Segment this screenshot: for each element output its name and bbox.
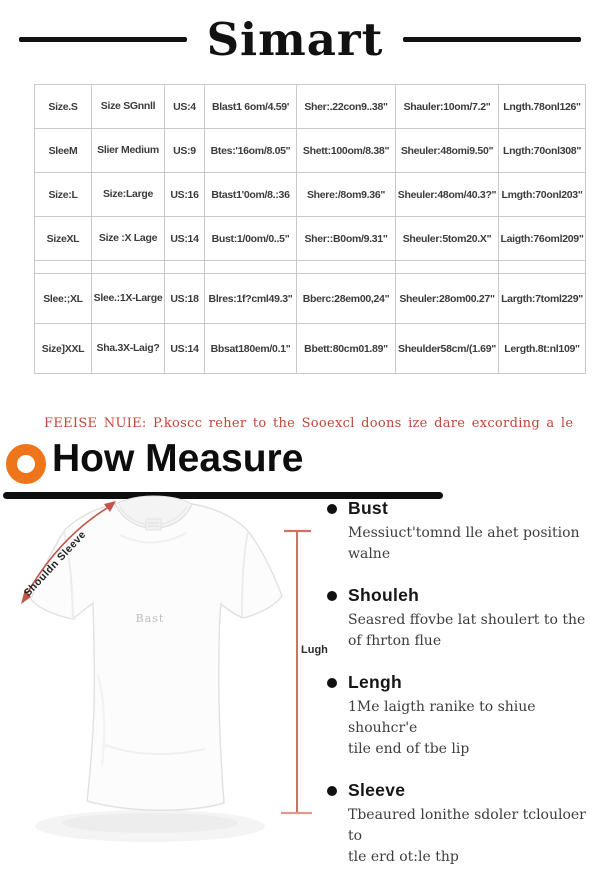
measure-section bbox=[327, 498, 593, 565]
table-cell: Sheuler:5tom20.X" bbox=[396, 217, 499, 261]
size-table bbox=[34, 84, 586, 374]
table-cell: Sher::B0om/9.31" bbox=[297, 217, 396, 261]
table-cell: Sheuler:48om/40.3?" bbox=[396, 173, 499, 217]
measure-section-head bbox=[327, 585, 593, 606]
table-row bbox=[35, 85, 586, 129]
title-rule-left bbox=[19, 37, 187, 42]
table-cell: Slee:;XL bbox=[35, 274, 92, 324]
table-cell: Slee.:1X-Large bbox=[92, 274, 165, 324]
table-cell: US:14 bbox=[165, 324, 205, 374]
header bbox=[0, 10, 600, 68]
measure-section bbox=[327, 672, 593, 760]
description-line: Seasred ffovbe lat shoulert to the bbox=[348, 612, 586, 628]
table-cell: Blres:1f?cml49.3" bbox=[205, 274, 297, 324]
table-cell: Btes:'16om/8.05" bbox=[205, 129, 297, 173]
table-cell: Shere:/8om9.36" bbox=[297, 173, 396, 217]
table-cell: US:18 bbox=[165, 274, 205, 324]
table-cell: Size:L bbox=[35, 173, 92, 217]
table-row bbox=[35, 173, 586, 217]
description-line: Messiuct'tomnd lle ahet position walne bbox=[348, 525, 580, 562]
description-line: of fhrton flue bbox=[348, 633, 442, 649]
table-row bbox=[35, 129, 586, 173]
measure-section-head bbox=[327, 672, 593, 693]
table-spacer-row bbox=[35, 261, 586, 274]
how-measure-title: How Measure bbox=[52, 437, 304, 480]
table-cell bbox=[35, 261, 92, 274]
table-cell: Sheuler:48omi9.50" bbox=[396, 129, 499, 173]
bullet-icon bbox=[327, 786, 337, 796]
chest-print-text: Bast bbox=[135, 612, 165, 625]
table-cell: Bust:1/0om/0..5" bbox=[205, 217, 297, 261]
table-cell: Lmgth:70onl203" bbox=[499, 173, 586, 217]
measure-sections bbox=[327, 498, 593, 888]
table-cell: Sheulder58cm/(1.69" bbox=[396, 324, 499, 374]
table-row bbox=[35, 274, 586, 324]
table-cell: SizeXL bbox=[35, 217, 92, 261]
measure-section-description bbox=[348, 697, 593, 760]
measure-section-title: Lengh bbox=[348, 672, 402, 692]
measure-section-title: Shouleh bbox=[348, 585, 420, 605]
description-line: Tbeaured lonithe sdoler tclouloer to bbox=[348, 807, 586, 844]
table-cell: Size:Large bbox=[92, 173, 165, 217]
table-cell: US:4 bbox=[165, 85, 205, 129]
table-cell: Size :X Lage bbox=[92, 217, 165, 261]
shoulder-sleeve-label: Shouldn Sleeve bbox=[21, 528, 89, 600]
table-cell bbox=[396, 261, 499, 274]
table-cell: Size SGnnll bbox=[92, 85, 165, 129]
collar-tag bbox=[146, 519, 161, 530]
measure-section-head bbox=[327, 780, 593, 801]
table-cell: Bbett:80cm01.89" bbox=[297, 324, 396, 374]
orange-ring-icon bbox=[6, 444, 46, 484]
table-cell: US:16 bbox=[165, 173, 205, 217]
table-cell: Lngth:70onl308" bbox=[499, 129, 586, 173]
size-table-body bbox=[35, 85, 586, 374]
table-cell bbox=[297, 261, 396, 274]
length-label: Lugh bbox=[301, 644, 328, 656]
measure-section-title: Sleeve bbox=[348, 780, 406, 800]
page-title: Simart bbox=[206, 12, 384, 66]
table-cell: Shett:100om/8.38" bbox=[297, 129, 396, 173]
please-note-text: FEEISE NUIE: P.koscc reher to the Sooexcl doons ize dare excording a le bbox=[44, 416, 574, 431]
description-line: 1Me laigth ranike to shiue shouhcr'e bbox=[348, 699, 536, 736]
table-cell: Size]XXL bbox=[35, 324, 92, 374]
table-cell: Laigth:76oml209" bbox=[499, 217, 586, 261]
table-cell: Btast1'0om/8.:36 bbox=[205, 173, 297, 217]
table-cell bbox=[165, 261, 205, 274]
measure-section-title: Bust bbox=[348, 498, 389, 518]
table-cell: Slier Medium bbox=[92, 129, 165, 173]
description-line: tle erd ot:le thp bbox=[348, 849, 459, 865]
tshirt-diagram bbox=[0, 495, 332, 853]
table-cell bbox=[499, 261, 586, 274]
table-cell: Size.S bbox=[35, 85, 92, 129]
measure-section bbox=[327, 585, 593, 652]
table-cell: SleeM bbox=[35, 129, 92, 173]
measure-section-description bbox=[348, 523, 593, 565]
bullet-icon bbox=[327, 678, 337, 688]
table-cell: Shauler:10om/7.2" bbox=[396, 85, 499, 129]
table-cell: Blast1 6om/4.59' bbox=[205, 85, 297, 129]
table-row bbox=[35, 217, 586, 261]
size-table-wrap bbox=[34, 84, 585, 374]
title-rule-right bbox=[403, 37, 581, 42]
table-row bbox=[35, 324, 586, 374]
table-cell: Sheuler:28om00.27" bbox=[396, 274, 499, 324]
table-cell: Sher:.22con9..38" bbox=[297, 85, 396, 129]
measure-section-description bbox=[348, 805, 593, 868]
table-cell: Bberc:28em00,24" bbox=[297, 274, 396, 324]
measure-section-description bbox=[348, 610, 593, 652]
table-cell: Lergth.8t:nl109" bbox=[499, 324, 586, 374]
bullet-icon bbox=[327, 591, 337, 601]
table-cell bbox=[205, 261, 297, 274]
measure-section-head bbox=[327, 498, 593, 519]
bullet-icon bbox=[327, 504, 337, 514]
table-cell: Largth:7toml229" bbox=[499, 274, 586, 324]
table-cell bbox=[92, 261, 165, 274]
table-cell: US:9 bbox=[165, 129, 205, 173]
description-line: tile end of tbe lip bbox=[348, 741, 470, 757]
table-cell: Bbsat180em/0.1" bbox=[205, 324, 297, 374]
table-cell: US:14 bbox=[165, 217, 205, 261]
table-cell: Sha.3X-Laig? bbox=[92, 324, 165, 374]
table-cell: Lngth.78onl126" bbox=[499, 85, 586, 129]
measure-section bbox=[327, 780, 593, 868]
